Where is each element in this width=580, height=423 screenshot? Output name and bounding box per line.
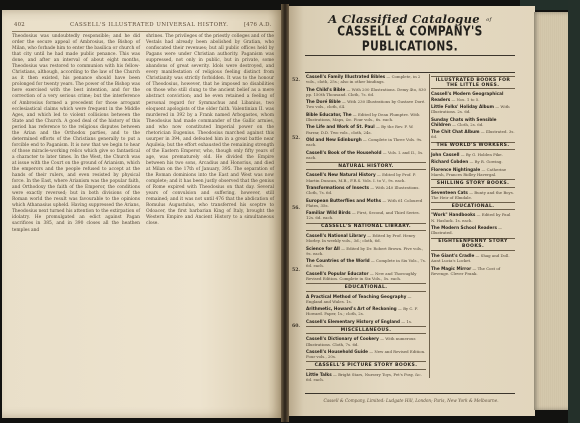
catalogue-entry-title: The Doré Bible [306, 99, 341, 105]
right-page [289, 6, 535, 416]
catalogue-entry-title: Cassell's National Library [306, 232, 366, 238]
book-cover-edge [568, 0, 580, 423]
catalogue-entry: The Child's Bible — With 200 Illustrations. Demy 4to, 830 pp. 150th Thousand. Cloth, 7s. 6d. [306, 86, 426, 97]
catalogue-entry-text: Nos. 1 to 5. [456, 96, 480, 102]
catalogue-entry-title: Little Folks' Holiday Album [431, 104, 495, 109]
catalogue-section-heading: EDUCATIONAL. [306, 283, 426, 291]
catalogue-entry-text: With 230 Illustrations by Gustave Doré. Two vols., cloth, £4. [306, 99, 426, 110]
catalogue-entry-text: Complete in Six Vols., 7s. 6d. each. [306, 258, 426, 269]
catalogue-entry-text: Illustrated. [431, 230, 453, 236]
catalogue-section-heading: CASSELL'S NATIONAL LIBRARY. [306, 223, 426, 231]
catalogue-entry-text: By G. Holden Pike. [465, 151, 503, 157]
catalogue-entry: Bible Educator, The — Edited by Dean Plumptre. With Illustrations, Maps, &c. Four vols., 6s. each. [306, 111, 420, 122]
catalogue-entry-title: Little Talks [306, 371, 332, 377]
catalogue-entry: A Practical Method of Teaching Geography — England and Wales. 1s. [306, 293, 412, 304]
catalogue-entry-text: With Illustrations. 2s. 6d. [431, 104, 510, 115]
catalogue-entry-text: Edited by Paul N. Hasluck. 1s. each. [431, 212, 511, 223]
catalogue-entry-title: The Countries of the World [306, 258, 370, 264]
catalogue-entry: Cassell's Popular Educator — New and Thoroughly Revised Edition. Complete in Six Vols., 5s. each. [306, 270, 417, 281]
catalogue-entry: Little Folks' Holiday Album — With Illustrations. 2s. 6d. [431, 104, 510, 115]
catalogue-entry-title: John Cassell [431, 151, 460, 157]
catalogue-entry: Cassell's Household Guide — New and Revised Edition. Four vols., 20s. [306, 348, 426, 360]
catalogue-entry-text: Bright Stars, Nursery Toys, Pet's Posy, &c. 6d. each. [306, 371, 422, 382]
catalogue-entry-text: New and Revised Edition. Four vols., 20s. [306, 348, 426, 360]
catalogue-column-1 [306, 74, 430, 382]
text-column-2: shrines. The privileges of the priestly colleges and of the Vestals had already been abolished by Gratian, who confiscated their revenues; but all public offices held by Pagans were under Christian authority. Paganism was suppressed, not only in public, but in private, some abandons of great severity. Idols were destroyed, and every manifestation of religious feeling distinct from Christianity was strictly forbidden. It was to the honour of Theodosius, however, that he imposed no disabilities on those who still clung to the ancient belief as a mere abstract conviction; and he even retained a feeling of personal regard for Symmachus and Libanius, two eloquent apologists of the older faith. Valentinian II. was murdered in 392 by a Frank named Arbogastes, whom Theodosius had made commander of the Gallic armies, and who now constituted Imperial power on the rhetorician Eugenius. Theodosius marched against this usurper in 394, and defeated him in a great battle near Aquileia; but the effort exhausted the remaining strength of the Eastern Emperor, who, though only fifty years of age, was prematurely old. He divided the Empire between his two sons, Arcadius and Honorius, and died at Milan on the 17th of January, 395. The separation of the Roman dominions into the East and West was now complete; and it has been justly observed that the genius of Rome expired with Theodosius on that day. Several years of convulsion and suffering, however, still remained; and it was not until 476 that the abdication of Romulus Augustulus, who transferred his sceptre to Odoacer, the first barbarian King of Italy, brought the Western Empire and Ancient History to a simultaneous close. [146, 34, 274, 227]
catalogue-entry: The Life and Work of St. Paul — By the Rev. F. W. Farrar, D.D. Two vols., cloth, 24s. [306, 124, 414, 135]
catalogue-entry-title: European Butterflies and Moths [306, 197, 382, 203]
catalogue-entry: Cassell's Modern Geographical Readers — Nos. 1 to 5. [431, 91, 504, 102]
catalogue-section-heading: NATURAL HISTORY. [306, 162, 426, 170]
catalogue-entry-title: The Giant's Cradle [431, 252, 475, 258]
catalogue-section-heading: EIGHTEENPENNY STORY BOOKS. [431, 238, 515, 251]
left-page [2, 10, 285, 418]
catalogue-entry-text: Illustrated. 3s. 6d. [431, 129, 515, 140]
catalogue-entry: Florence Nightingale — Catherine Marsh, Frances Ridley Havergal. [431, 166, 507, 177]
catalogue-column-2 [431, 74, 515, 378]
catalogue-entry-text: By R. Gowing. [474, 159, 503, 165]
catalogue-entry: The Countries of the World — Complete in Six Vols., 7s. 6d. each. [306, 258, 426, 269]
catalogue-entry-title: A Practical Method of Teaching Geography [306, 293, 407, 299]
catalogue-section-heading: MISCELLANEOUS. [306, 326, 426, 334]
catalogue-entry-text: 1s. [406, 318, 413, 324]
catalogue-section-heading: THE WORLD'S WORKERS. [431, 142, 515, 150]
catalogue-entry-title: Cassell's New Natural History [306, 172, 376, 178]
catalogue-entry-title: The Child's Bible [306, 86, 346, 92]
catalogue-entry-text: Complete in Three Vols. 9s. each. [306, 136, 423, 148]
catalogue-entry: Cassell's Family Illustrated Bibles — Complete, in 2 vols., cloth, 25s.; also in other bindings. [306, 74, 421, 85]
text-column-1: Theodosius was undoubtedly responsible; and he did order the secure appeal of Ambrosius, the Bishop of Milan, who forbade him to enter the basilica or church of that city until he had made public penance. This was done, and after an interval of about eight months, Theodosius was restored to communion with his fellow-Christians, although, according to the law of the Church as it then existed, his penance should have been prolonged for twenty years. The power of the Bishop was here exercised with the best intention, and for the correction of a very serious crime; but the interference of Ambrosius formed a precedent for those arrogant ecclesiastical claims which were frequent in the Middle Ages, and which led to violent collisions between the State and the Church. A good deal of the history of this period has reference to the religious disputes between the Arian and the Orthodox parties, and to the determined efforts of the Christians generally to put a forcible end to Paganism. It is now that we begin to hear of those miracle-working relics which give so fantastical a character to later times. In the West, the Church was at issue with the Court on the ground of Arianism, which the emperors and the people refused to accept at the hands of their rulers, and even resisted by physical force. In the East, where Arianism was the popular faith, and Orthodoxy the faith of the Emperor, the conditions were exactly reversed; but in both divisions of the Roman world the result was favourable to the opinions which Athanasius upheld. Having suppressed the Arians, Theodosius next turned his attention to the extirpation of idolatry. He promulgated an edict against Pagan sacrifices in 385, and in 390 closes all the heathen temples and [12, 34, 140, 233]
catalogue-entry-text: With 200 Illustrations. Demy 4to, 830 pp. 150th Thousand. Cloth, 7s. 6d. [306, 86, 426, 97]
catalogue-entry: The Chit Chat Album — Illustrated. 3s. 6d. [431, 129, 515, 140]
catalogue-subtitle: CASSELL & COMPANY'S PUBLICATIONS. [337, 24, 483, 54]
catalogue-entry: Old and New Edinburgh — Complete in Three Vols. 9s. each. [306, 136, 423, 148]
catalogue-entry-title: The Life and Work of St. Paul [306, 124, 375, 130]
catalogue-entry: Cassell's Dictionary of Cookery — With numerous Illustrations. Cloth, 7s. 6d. [306, 336, 416, 347]
catalogue-entry: The Magic Mirror — The Cost of Revenge. Clever Frank. [431, 265, 501, 276]
side-number: 52. [292, 136, 300, 141]
catalogue-section-heading: ILLUSTRATED BOOKS FOR THE LITTLE ONES. [431, 76, 515, 89]
catalogue-entry: The Giant's Cradle — Shag and Doll. Aunt Lucia's Locket. [431, 252, 510, 264]
catalogue-entry-title: Cassell's Book of the Household [306, 149, 382, 155]
book-gutter [281, 4, 289, 422]
catalogue-rule-top [305, 55, 515, 56]
catalogue-entry-title: Bible Educator, The [306, 111, 352, 117]
catalogue-entry-text: New and Thoroughly Revised Edition. Complete in Six Vols., 5s. each. [306, 270, 417, 281]
catalogue-entry-title: "Work" Handbooks [431, 212, 476, 218]
header-rule [12, 31, 274, 32]
side-number: 52. [292, 78, 300, 83]
catalogue-entry-title: Cassell's Modern Geographical Readers [431, 91, 504, 102]
catalogue-section-heading: CASSELL'S PICTURE STORY BOOKS. [306, 361, 426, 369]
catalogue-section-heading: EDUCATIONAL. [431, 202, 515, 210]
catalogue-entry-text: England and Wales. 1s. [306, 298, 352, 304]
catalogue-entry-title: Cassell's Dictionary of Cookery [306, 336, 379, 342]
catalogue-entry-title: Florence Nightingale [431, 166, 481, 172]
catalogue-entry-title: Cassell's Household Guide [306, 348, 368, 354]
catalogue-entry-title: Sunday Chats with Sensible Children [431, 116, 497, 127]
catalogue-entry-title: The Magic Mirror [431, 265, 472, 271]
catalogue-entry-text: Cloth, 2s. 6d. [457, 121, 484, 127]
catalogue-entry: European Butterflies and Moths — With 61 Coloured Plates, 35s. [306, 197, 423, 208]
catalogue-title-of: of [486, 17, 492, 23]
catalogue-entry-text: With 240 Illustrations. Cloth, 7s. 6d. [306, 184, 420, 196]
catalogue-entry-text: By the Rev. F. W. Farrar, D.D. Two vols., cloth, 24s. [306, 124, 414, 135]
catalogue-section-heading: SHILLING STORY BOOKS. [431, 179, 515, 187]
catalogue-entry-text: Edited by Prof. Henry Morley. In weekly vols., 3d.; cloth, 6d. [306, 232, 416, 244]
catalogue-entry-title: The Chit Chat Album [431, 129, 480, 135]
side-number: 52. [292, 268, 300, 273]
catalogue-entry-title: Transformations of Insects [306, 184, 369, 190]
catalogue-entry-title: Cassell's Family Illustrated Bibles [306, 74, 386, 79]
catalogue-entry-title: Arithmetic, Howard's Art of Reckoning [306, 306, 397, 312]
catalogue-entry: Arithmetic, Howard's Art of Reckoning — By C. F. Howard. Paper, 1s.; cloth, 2s. [306, 306, 418, 317]
catalogue-rule-2 [305, 72, 515, 73]
page-number: 402 [14, 22, 25, 28]
catalogue-entry-text: With 61 Coloured Plates, 35s. [306, 197, 423, 208]
catalogue-entry: Sunday Chats with Sensible Children — Cloth, 2s. 6d. [431, 116, 497, 127]
catalogue-entry-text: Edited by Prof. P. Martin Duncan, M.B., F.R.S. Vols. I. to V., 9s. each. [306, 172, 416, 183]
catalogue-entry: Seventeen Cats — Bunty and the Boys. The Heir of Elmdale. [431, 189, 514, 200]
catalogue-entry: Cassell's Book of the Household — Vols. I. and II., 5s. each. [306, 149, 424, 160]
catalogue-entry: Little Talks — Bright Stars, Nursery Toys, Pet's Posy, &c. 6d. each. [306, 371, 422, 382]
catalogue-entry: Cassell's Elementary History of England — 1s. [306, 318, 413, 324]
running-head [12, 22, 274, 31]
catalogue-entry: "Work" Handbooks — Edited by Paul N. Hasluck. 1s. each. [431, 212, 511, 223]
side-number: 56. [292, 206, 300, 211]
catalogue-entry-title: Richard Cobden [431, 159, 469, 165]
page-edges [534, 12, 570, 410]
catalogue-entry-title: Science for All [306, 245, 340, 251]
running-head-year: [476 A.D. [244, 22, 272, 28]
catalogue-entry-text: Vols. I. and II., 5s. each. [306, 149, 424, 160]
catalogue-entry-title: Old and New Edinburgh [306, 136, 362, 142]
catalogue-entry-text: Catherine Marsh, Frances Ridley Havergal. [431, 166, 507, 177]
catalogue-entry-title: Familiar Wild Birds [306, 210, 351, 216]
catalogue-entry: The Modern School Readers — Illustrated. [431, 224, 503, 236]
catalogue-entry: Transformations of Insects — With 240 Illustrations. Cloth, 7s. 6d. [306, 184, 420, 196]
catalogue-entry: Cassell's National Library — Edited by Prof. Henry Morley. In weekly vols., 3d.; cloth, 6d. [306, 232, 416, 244]
catalogue-entry: Science for All — Edited by Dr. Robert Brown. Five vols., 9s. each. [306, 245, 424, 256]
catalogue-entry: Familiar Wild Birds — First, Second, and Third Series. 12s. 6d. each. [306, 210, 420, 221]
catalogue-title-text: A Classified Catalogue [328, 12, 480, 26]
catalogue-entry-text: By C. F. Howard. Paper, 1s.; cloth, 2s. [306, 306, 418, 317]
catalogue-entry-text: Shag and Doll. Aunt Lucia's Locket. [431, 252, 510, 264]
catalogue-entry-text: With numerous Illustrations. Cloth, 7s. 6d. [306, 336, 416, 347]
catalogue-entry-text: The Cost of Revenge. Clever Frank. [431, 265, 501, 276]
catalogue-entry: Richard Cobden — By R. Gowing. [431, 159, 503, 165]
catalogue-entry-text: Bunty and the Boys. The Heir of Elmdale. [431, 189, 514, 200]
catalogue-entry-title: Cassell's Popular Educator [306, 270, 369, 276]
side-number: 60. [292, 324, 300, 329]
publisher-footer: Cassell & Company, Limited: Ludgate Hill, London; Paris, New York & Melbourne. [323, 398, 499, 403]
catalogue-entry-text: Edited by Dean Plumptre. With Illustrations, Maps, &c. Four vols., 6s. each. [306, 111, 420, 122]
catalogue-entry: John Cassell — By G. Holden Pike. [431, 151, 503, 157]
catalogue-entry-text: Complete, in 2 vols., cloth, 25s.; also in other bindings. [306, 74, 421, 85]
catalogue-entry: The Doré Bible — With 230 Illustrations by Gustave Doré. Two vols., cloth, £4. [306, 99, 426, 110]
catalogue-entry-title: The Modern School Readers [431, 224, 497, 230]
catalogue-entry-text: First, Second, and Third Series. 12s. 6d. each. [306, 210, 420, 221]
running-head-title: CASSELL'S ILLUSTRATED UNIVERSAL HISTORY. [70, 22, 229, 28]
catalogue-entry-title: Seventeen Cats [431, 189, 468, 195]
catalogue-entry-text: Edited by Dr. Robert Brown. Five vols., 9s. each. [306, 245, 424, 256]
catalogue-entry: Cassell's New Natural History — Edited by Prof. P. Martin Duncan, M.B., F.R.S. Vols. I. to V., 9s. each. [306, 172, 416, 183]
catalogue-entry-title: Cassell's Elementary History of England [306, 318, 401, 324]
catalogue-rule-bottom [305, 393, 515, 394]
